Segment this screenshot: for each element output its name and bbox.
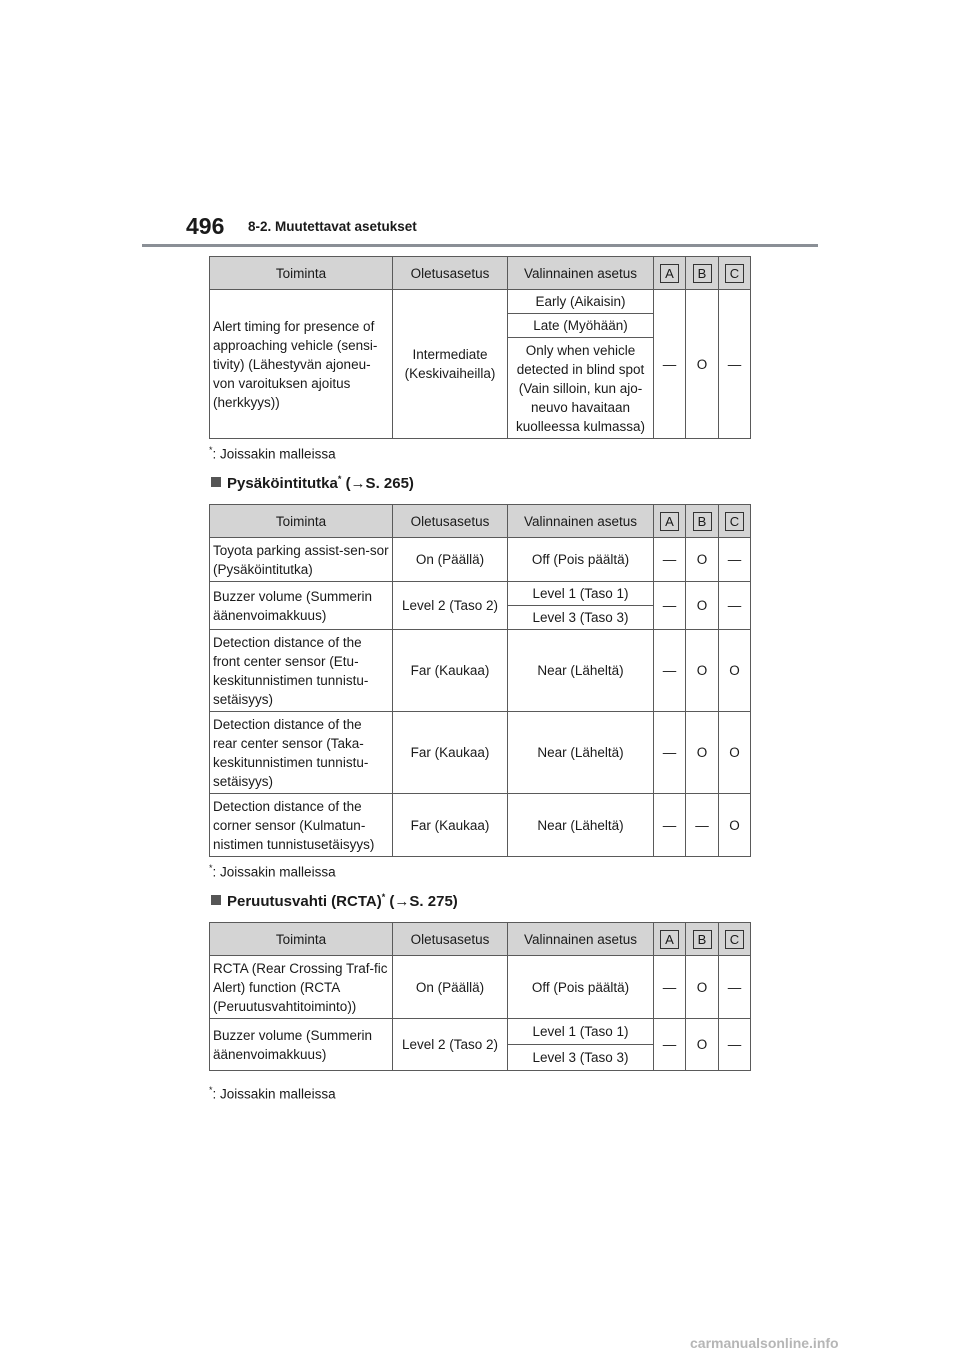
header-col-b: B	[686, 257, 719, 290]
function-cell: Buzzer volume (Summerin äänenvoimakkuus)	[210, 582, 393, 630]
default-cell: Level 2 (Taso 2)	[393, 582, 508, 630]
header-optional: Valinnainen asetus	[508, 257, 654, 290]
option-cell: Off (Pois päältä)	[508, 538, 654, 582]
option-cell: Late (Myöhään)	[508, 314, 654, 338]
col-b-cell: O	[686, 630, 719, 712]
col-c-cell: —	[719, 956, 751, 1019]
footnote: *: Joissakin malleissa	[209, 863, 336, 880]
header-col-b: B	[686, 505, 719, 538]
section-title: 8-2. Muutettavat asetukset	[248, 219, 417, 234]
col-b-cell: O	[686, 1019, 719, 1071]
default-cell: Intermediate (Keskivaiheilla)	[393, 290, 508, 439]
option-cell: Level 3 (Taso 3)	[508, 606, 654, 630]
col-c-cell: O	[719, 794, 751, 857]
square-bullet-icon	[211, 895, 221, 905]
function-cell: Toyota parking assist-sen-sor (Pysäköintitutka)	[210, 538, 393, 582]
col-c-cell: —	[719, 582, 751, 630]
function-cell: Detection distance of the front center sensor (Etu-keskitunnistimen tunnistu-setäisyys)	[210, 630, 393, 712]
header-col-c: C	[719, 923, 751, 956]
function-cell: RCTA (Rear Crossing Traf-fic Alert) function (RCTA (Peruutusvahtitoiminto))	[210, 956, 393, 1019]
option-cell: Near (Läheltä)	[508, 712, 654, 794]
col-b-cell: —	[686, 794, 719, 857]
alert-timing-table	[209, 256, 751, 439]
square-bullet-icon	[211, 477, 221, 487]
subhead-parking-sensor: Pysäköintitutka* (→S. 265)	[211, 474, 414, 492]
col-a-cell: —	[654, 956, 686, 1019]
col-c-cell: —	[719, 538, 751, 582]
col-c-cell: O	[719, 630, 751, 712]
option-cell: Near (Läheltä)	[508, 630, 654, 712]
col-c-cell: —	[719, 1019, 751, 1071]
option-cell: Early (Aikaisin)	[508, 290, 654, 314]
default-cell: Far (Kaukaa)	[393, 630, 508, 712]
function-cell: Detection distance of the rear center sensor (Taka-keskitunnistimen tunnistu-setäisyys)	[210, 712, 393, 794]
col-a-cell: —	[654, 290, 686, 439]
page-number: 496	[186, 213, 225, 239]
col-b-cell: O	[686, 712, 719, 794]
col-a-cell: —	[654, 582, 686, 630]
header-rule	[142, 244, 818, 247]
footnote: *: Joissakin malleissa	[209, 1085, 336, 1102]
col-a-cell: —	[654, 538, 686, 582]
default-cell: On (Päällä)	[393, 538, 508, 582]
header-default: Oletusasetus	[393, 257, 508, 290]
col-a-cell: —	[654, 630, 686, 712]
col-a-cell: —	[654, 712, 686, 794]
option-cell: Level 3 (Taso 3)	[508, 1045, 654, 1071]
header-optional: Valinnainen asetus	[508, 505, 654, 538]
header-col-a: A	[654, 505, 686, 538]
header-col-c: C	[719, 505, 751, 538]
function-cell: Alert timing for presence of approaching vehicle (sensi-tivity) (Lähestyvän ajoneu-von varoituksen ajoitus (herkkyys))	[210, 290, 393, 439]
default-cell: On (Päällä)	[393, 956, 508, 1019]
col-c-cell: —	[719, 290, 751, 439]
option-cell: Level 1 (Taso 1)	[508, 1019, 654, 1045]
default-cell: Level 2 (Taso 2)	[393, 1019, 508, 1071]
page-reference[interactable]: (→S. 275)	[389, 893, 458, 910]
option-cell: Level 1 (Taso 1)	[508, 582, 654, 606]
header-default: Oletusasetus	[393, 505, 508, 538]
col-c-cell: O	[719, 712, 751, 794]
footnote: *: Joissakin malleissa	[209, 445, 336, 462]
header-col-a: A	[654, 257, 686, 290]
option-cell: Only when vehicle detected in blind spot (Vain silloin, kun ajo-neuvo havaitaan kuolleessa kulmassa)	[508, 338, 654, 439]
subhead-rcta: Peruutusvahti (RCTA)* (→S. 275)	[211, 892, 458, 910]
parking-sensor-table	[209, 504, 751, 857]
col-a-cell: —	[654, 794, 686, 857]
col-b-cell: O	[686, 538, 719, 582]
header-default: Oletusasetus	[393, 923, 508, 956]
default-cell: Far (Kaukaa)	[393, 712, 508, 794]
function-cell: Buzzer volume (Summerin äänenvoimakkuus)	[210, 1019, 393, 1071]
col-b-cell: O	[686, 582, 719, 630]
col-b-cell: O	[686, 290, 719, 439]
rcta-table	[209, 922, 751, 1071]
col-b-cell: O	[686, 956, 719, 1019]
col-a-cell: —	[654, 1019, 686, 1071]
header-col-c: C	[719, 257, 751, 290]
option-cell: Off (Pois päältä)	[508, 956, 654, 1019]
watermark: carmanualsonline.info	[690, 1335, 839, 1351]
header-function: Toiminta	[210, 505, 393, 538]
function-cell: Detection distance of the corner sensor (Kulmatun-nistimen tunnistusetäisyys)	[210, 794, 393, 857]
option-cell: Near (Läheltä)	[508, 794, 654, 857]
header-function: Toiminta	[210, 923, 393, 956]
default-cell: Far (Kaukaa)	[393, 794, 508, 857]
header-col-b: B	[686, 923, 719, 956]
header-col-a: A	[654, 923, 686, 956]
header-function: Toiminta	[210, 257, 393, 290]
header-optional: Valinnainen asetus	[508, 923, 654, 956]
page-reference[interactable]: (→S. 265)	[345, 475, 414, 492]
